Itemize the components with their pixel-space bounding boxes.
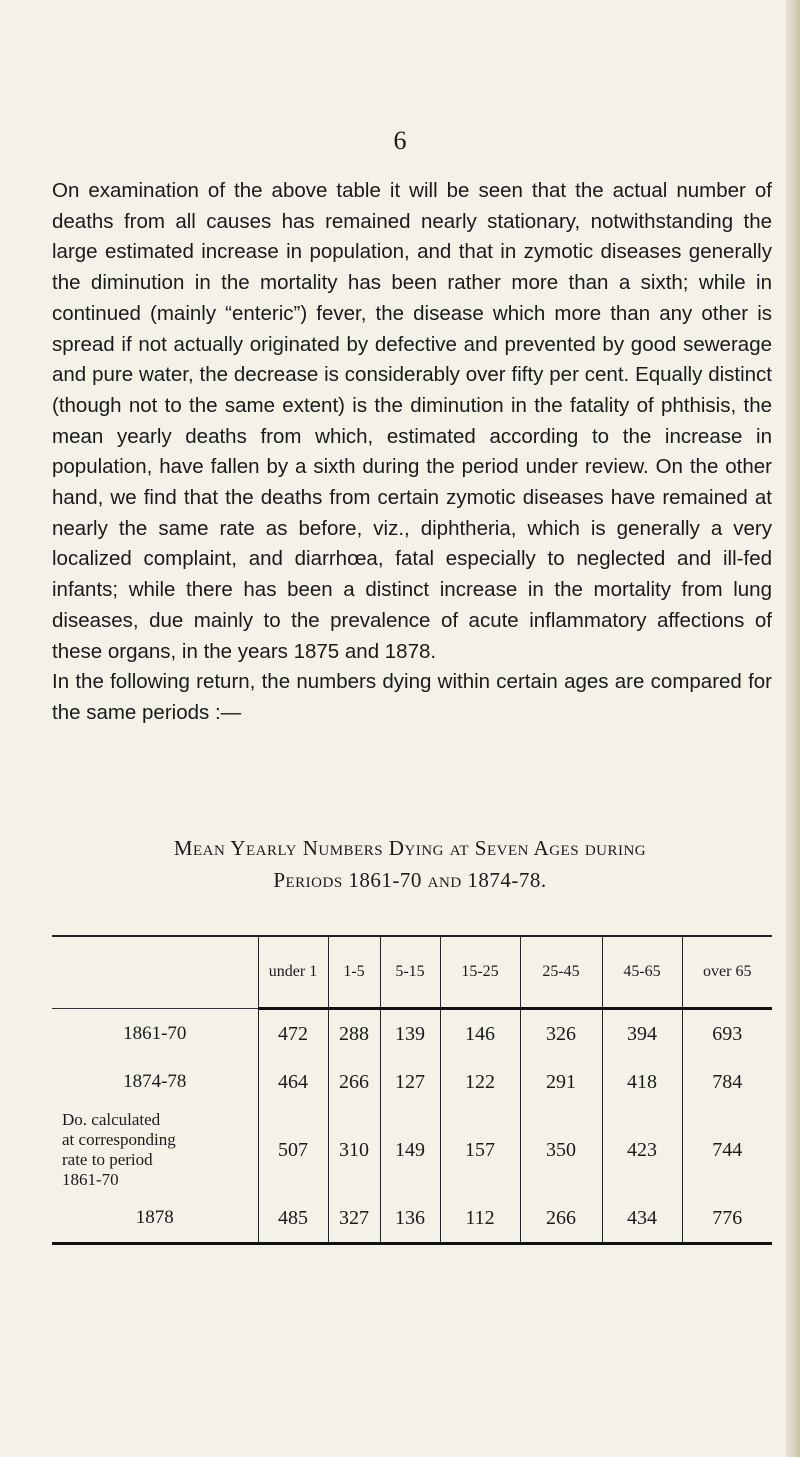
table-cell: 139	[380, 1009, 440, 1059]
table-cell: 157	[440, 1106, 520, 1194]
table-cell: 326	[520, 1009, 602, 1059]
table-title	[0, 832, 800, 896]
header-cell: 1-5	[328, 936, 380, 1009]
table-cell: 122	[440, 1058, 520, 1106]
header-cell-blank	[52, 936, 258, 1009]
table-cell: 464	[258, 1058, 328, 1106]
row-label-line: Do. calculated	[62, 1110, 161, 1129]
row-label: 1874-78	[123, 1071, 187, 1092]
row-label-line: 1861-70	[62, 1170, 119, 1189]
table-cell: 693	[682, 1009, 772, 1059]
table-cell: 784	[682, 1058, 772, 1106]
table-cell: 288	[328, 1009, 380, 1059]
table-cell: 149	[380, 1106, 440, 1194]
row-label-line: at corresponding	[62, 1130, 176, 1149]
table-cell: 127	[380, 1058, 440, 1106]
row-label: 1861-70	[123, 1022, 187, 1044]
header-cell: under 1	[258, 936, 328, 1009]
table-cell: 418	[602, 1058, 682, 1106]
table-cell: 776	[682, 1194, 772, 1244]
table-cell: 434	[602, 1194, 682, 1244]
table-cell: 350	[520, 1106, 602, 1194]
table-row	[52, 1194, 772, 1244]
table-cell: 112	[440, 1194, 520, 1244]
paragraph-2: In the following return, the numbers dying within certain ages are compared for the same periods :—	[52, 670, 772, 724]
mortality-table	[52, 935, 772, 1245]
header-cell: 5-15	[380, 936, 440, 1009]
table-title-line-1: Mean Yearly Numbers Dying at Seven Ages during	[173, 836, 647, 860]
row-label-multiline	[52, 1106, 258, 1194]
table-cell: 485	[258, 1194, 328, 1244]
table-cell: 310	[328, 1106, 380, 1194]
table-row	[52, 1009, 772, 1059]
table-cell: 394	[602, 1009, 682, 1059]
page-edge-shadow	[786, 0, 800, 1457]
row-label-line: rate to period	[62, 1150, 153, 1169]
table-title-line-2: Periods 1861-70 and 1874-78.	[273, 868, 547, 892]
table-cell: 472	[258, 1009, 328, 1059]
table-cell: 291	[520, 1058, 602, 1106]
page-number: 6	[393, 126, 407, 155]
header-cell: over 65	[682, 936, 772, 1009]
header-cell: 25-45	[520, 936, 602, 1009]
table-cell: 136	[380, 1194, 440, 1244]
table-row	[52, 1106, 772, 1194]
table-cell: 744	[682, 1106, 772, 1194]
header-cell: 45-65	[602, 936, 682, 1009]
body-text	[52, 176, 772, 729]
table-row	[52, 1058, 772, 1106]
table-cell: 146	[440, 1009, 520, 1059]
paragraph-1: On examination of the above table it will be seen that the actual number of deaths from all causes has remained nearly stationary, notwithstanding the large estimated increase in population, and that in zymotic diseases generally the diminution in the mortality has been rather more than a sixth; while in continued (mainly “enteric”) fever, the disease which more than any other is spread if not actually originated by defective and prevented by good sewerage and pure water, the decrease is considerably over fifty per cent. Equally distinct (though not to the same extent) is the diminution in the fatality of phthisis, the mean yearly deaths from which, estimated according to the increase in population, have fallen by a sixth during the period under review. On the other hand, we find that the deaths from certain zymotic diseases have remained at nearly the same rate as before, viz., diphtheria, which is generally a very localized complaint, and diarrhœa, fatal especially to neglected and ill-fed infants; while there has been a distinct increase in the mortality from lung diseases, due mainly to the prevalence of acute inflammatory affections of these organs, in the years 1875 and 1878.	[52, 179, 772, 663]
table-cell: 327	[328, 1194, 380, 1244]
table-cell: 423	[602, 1106, 682, 1194]
table-cell: 266	[520, 1194, 602, 1244]
table-header-row	[52, 936, 772, 1009]
header-cell: 15-25	[440, 936, 520, 1009]
table-cell: 266	[328, 1058, 380, 1106]
table-cell: 507	[258, 1106, 328, 1194]
row-label: 1878	[52, 1194, 258, 1244]
